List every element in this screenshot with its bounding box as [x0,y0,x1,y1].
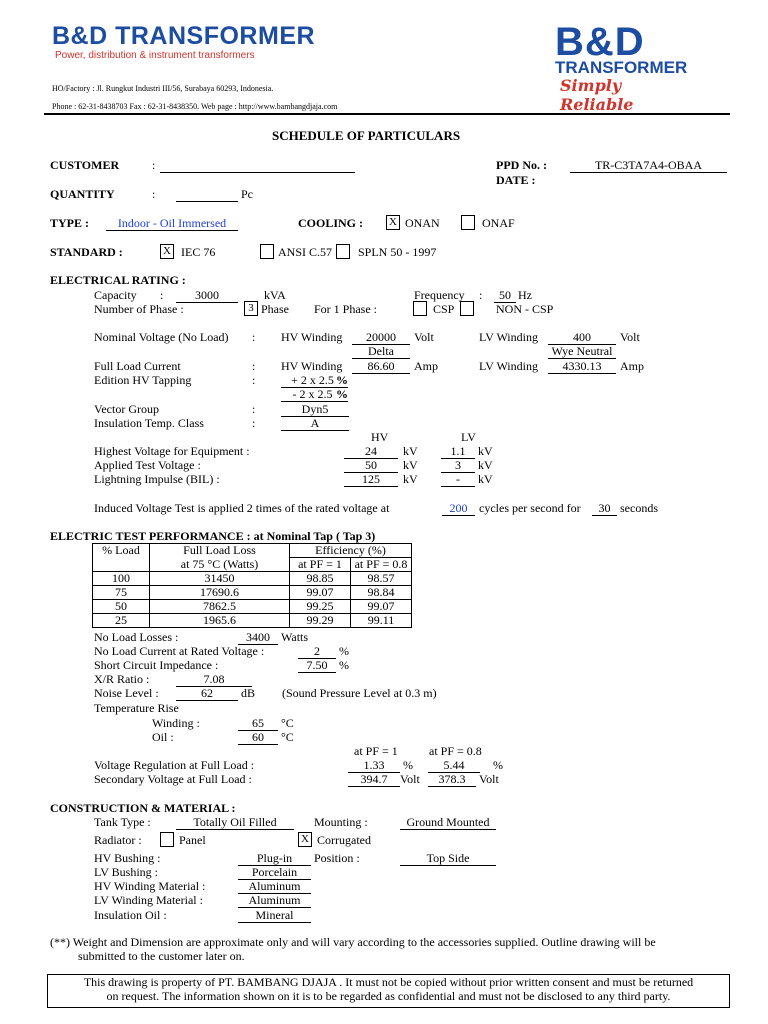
ppd-value: TR-C3TA7A4-OBAA [570,158,727,173]
non-csp-label: NON - CSP [496,302,554,316]
company-logo [550,20,700,114]
iec-checkbox: X [160,244,174,259]
col-loss: Full Load Loss [150,544,290,558]
hv-tapping-label: Edition HV Tapping [94,373,192,387]
hv-winding-label: HV Winding [281,330,343,344]
spln-label: SPLN 50 - 1997 [358,245,437,259]
pf08-heading: at PF = 0.8 [429,744,482,758]
lv-amp-unit: Amp [620,359,644,373]
colon: : [252,373,256,387]
spln-checkbox [336,244,350,259]
test-performance-table [92,543,412,628]
lv-voltage-value: 400 [548,330,616,345]
col-pf1: at PF = 1 [290,558,351,572]
csp-label: CSP [433,302,455,316]
onaf-label: ONAF [482,216,515,230]
col-efficiency: Efficiency (%) [290,544,412,558]
col-pf08: at PF = 0.8 [351,558,412,572]
ansi-label: ANSI C.57 [278,245,333,259]
lv-bushing-label: LV Bushing : [94,865,159,879]
kv-unit: kV [403,472,418,486]
cell: 75 [93,586,150,600]
cell: 99.25 [290,600,351,614]
hv-heading: HV [371,430,389,444]
cell: 7862.5 [150,600,290,614]
hv-winding-label-2: HV Winding [281,359,343,373]
voltage-regulation-pf1: 1.33 [348,758,400,773]
type-value: Indoor - Oil Immersed [106,216,238,231]
customer-label: CUSTOMER [50,158,120,172]
highest-voltage-label: Highest Voltage for Equipment : [94,444,250,458]
oil-value: 60 [238,730,278,745]
no-load-current-label: No Load Current at Rated Voltage : [94,644,265,658]
hv-voltage-value: 20000 [352,330,410,345]
insulation-class-label: Insulation Temp. Class [94,416,204,430]
frequency-label: Frequency [414,288,465,302]
onan-label: ONAN [405,216,440,230]
panel-checkbox [160,832,174,847]
frequency-colon: : [479,288,483,302]
corrugated-checkbox: X [298,832,312,847]
logo-transformer: TRANSFORMER [555,58,688,77]
panel-label: Panel [179,833,206,847]
voltage-regulation-label: Voltage Regulation at Full Load : [94,758,255,772]
customer-colon: : [152,158,156,172]
construction-heading: CONSTRUCTION & MATERIAL : [50,801,236,815]
test-heading: ELECTRIC TEST PERFORMANCE : at Nominal Tap ( Tap 3) [50,529,376,543]
confidentiality-notice [47,974,730,1008]
insulation-class-value: A [281,416,349,431]
full-load-current-label: Full Load Current [94,359,181,373]
secondary-voltage-pf1: 394.7 [348,772,400,787]
oil-label: Oil : [152,730,174,744]
noise-value: 62 [176,686,238,701]
hv-amp-unit: Amp [414,359,438,373]
cell: 1965.6 [150,614,290,628]
bil-label: Lightning Impulse (BIL) : [94,472,220,486]
impedance-value: 7.50 [298,658,336,673]
header-divider [44,113,730,115]
secondary-voltage-pf08: 378.3 [428,772,476,787]
standard-label: STANDARD : [50,245,123,259]
xr-value: 7.08 [176,672,252,687]
noise-note: (Sound Pressure Level at 0.3 m) [282,686,437,700]
cell: 99.29 [290,614,351,628]
footer-line-2: on request. The information shown on it is to be regarded as confidential and must not be disclosed to any third party. [106,989,671,1003]
lv-volt-unit: Volt [620,330,640,344]
onaf-checkbox [461,215,475,230]
nominal-voltage-label: Nominal Voltage (No Load) [94,330,229,344]
brand-logo-text: B&D TRANSFORMER [52,22,316,50]
induced-voltage-text: Induced Voltage Test is applied 2 times of the rated voltage at [94,501,390,515]
bil-hv: 125 [344,472,398,487]
table-row [93,572,412,586]
induced-cycles: 200 [442,501,475,516]
frequency-unit: Hz [518,288,532,302]
cell: 99.11 [351,614,412,628]
type-label: TYPE : [50,216,89,230]
cell: 50 [93,600,150,614]
csp-checkbox [413,301,427,316]
highest-voltage-lv: 1.1 [441,444,475,459]
volt-unit: Volt [479,772,499,786]
hv-bushing-label: HV Bushing : [94,851,161,865]
lv-material-label: LV Winding Material : [94,893,203,907]
kv-unit: kV [478,472,493,486]
col-loss-2: at 75 °C (Watts) [150,558,290,572]
secondary-voltage-label: Secondary Voltage at Full Load : [94,772,252,786]
colon: : [252,402,256,416]
table-row [93,586,412,600]
temp-rise-label: Temperature Rise [94,701,179,715]
hv-material-value: Aluminum [238,879,311,894]
brand-tagline: Power, distribution & instrument transformers [55,50,255,61]
no-load-current-value: 2 [298,644,336,659]
lv-winding-label-2: LV Winding [479,359,538,373]
phase-unit: Phase [261,302,289,316]
onan-checkbox: X [386,215,400,230]
lv-heading: LV [461,430,476,444]
customer-field [160,158,355,173]
company-address: HO/Factory : Jl. Rungkut Industri III/56, Surabaya 60293, Indonesia. [52,84,274,93]
radiator-label: Radiator : [94,833,142,847]
cell: 98.57 [351,572,412,586]
highest-voltage-hv: 24 [344,444,398,459]
percent-unit: % [339,658,349,672]
cell: 17690.6 [150,586,290,600]
watts-unit: Watts [281,630,309,644]
iec-label: IEC 76 [181,245,216,259]
tank-type-value: Totally Oil Filled [176,815,294,830]
degc-unit: °C [281,716,294,730]
capacity-label: Capacity [94,288,137,302]
no-load-losses-label: No Load Losses : [94,630,179,644]
hv-bushing-value: Plug-in [238,851,311,866]
insulation-oil-value: Mineral [238,908,311,923]
capacity-colon: : [160,288,164,302]
colon: : [252,359,256,373]
phase-label: Number of Phase : [94,302,184,316]
voltage-regulation-pf08: 5.44 [428,758,480,773]
non-csp-checkbox [460,301,474,316]
cell: 25 [93,614,150,628]
applied-test-voltage-hv: 50 [344,458,398,473]
winding-label: Winding : [152,716,200,730]
capacity-value: 3000 [176,288,238,303]
hv-volt-unit: Volt [414,330,434,344]
corrugated-label: Corrugated [317,833,371,847]
applied-test-voltage-label: Applied Test Voltage : [94,458,201,472]
cell: 31450 [150,572,290,586]
percent-unit: % [339,644,349,658]
no-load-losses-value: 3400 [238,630,278,645]
date-label: DATE : [496,173,536,187]
logo-bd: B&D [555,20,645,64]
table-row [93,614,412,628]
pf1-heading: at PF = 1 [354,744,398,758]
note-line-2: submitted to the customer later on. [78,949,245,963]
vector-group-value: Dyn5 [281,402,349,417]
hv-connection: Delta [352,344,410,359]
quantity-label: QUANTITY [50,187,115,201]
kv-unit: kV [403,444,418,458]
page-title: SCHEDULE OF PARTICULARS [272,128,461,143]
winding-value: 65 [238,716,278,731]
vector-group-label: Vector Group [94,402,159,416]
cell: 98.84 [351,586,412,600]
tap-plus-percent: % [336,373,348,387]
hv-current-value: 86.60 [352,359,410,374]
cell: 100 [93,572,150,586]
colon: : [252,330,256,344]
tap-plus: + 2 x 2.5 [281,373,344,388]
position-label: Position : [314,851,360,865]
noise-label: Noise Level : [94,686,159,700]
lv-winding-label: LV Winding [479,330,538,344]
electrical-heading: ELECTRICAL RATING : [50,273,186,287]
kv-unit: kV [478,458,493,472]
company-contact: Phone : 62-31-8438703 Fax : 62-31-8438350. Web page : http://www.bambangdjaja.com [52,102,338,111]
tank-type-label: Tank Type : [94,815,151,829]
one-phase-label: For 1 Phase : [314,302,377,316]
quantity-unit: Pc [241,187,253,201]
kv-unit: kV [478,444,493,458]
cooling-label: COOLING : [298,216,364,230]
cell: 99.07 [290,586,351,600]
cell: 98.85 [290,572,351,586]
insulation-oil-label: Insulation Oil : [94,908,167,922]
ansi-checkbox [260,244,274,259]
cell: 99.07 [351,600,412,614]
percent-unit: % [493,758,503,772]
footer-line-1: This drawing is property of PT. BAMBANG DJAJA . It must not be copied without prior written consent and must be returned [83,975,694,989]
col-load: % Load [93,544,150,572]
xr-label: X/R Ratio : [94,672,150,686]
colon: : [252,416,256,430]
induced-seconds: 30 [592,501,617,516]
lv-material-value: Aluminum [238,893,311,908]
percent-unit: % [403,758,413,772]
mounting-label: Mounting : [314,815,368,829]
volt-unit: Volt [400,772,420,786]
bil-lv: - [441,472,475,487]
note-line-1: (**) Weight and Dimension are approximate only and will vary according to the accessories supplied. Outline drawing will be [50,935,656,949]
hv-material-label: HV Winding Material : [94,879,206,893]
degc-unit: °C [281,730,294,744]
kv-unit: kV [403,458,418,472]
position-value: Top Side [400,851,496,866]
quantity-colon: : [152,187,156,201]
db-unit: dB [241,686,256,700]
impedance-label: Short Circuit Impedance : [94,658,219,672]
tap-minus-percent: % [336,387,348,401]
seconds-text: seconds [620,501,658,515]
cycles-text: cycles per second for [479,501,581,515]
applied-test-voltage-lv: 3 [441,458,475,473]
capacity-unit: kVA [264,288,286,302]
ppd-label: PPD No. : [496,158,547,172]
mounting-value: Ground Mounted [400,815,496,830]
lv-current-value: 4330.13 [548,359,616,374]
logo-slogan: Simply Reliable [560,76,634,114]
tap-minus: - 2 x 2.5 [281,387,344,402]
table-row [93,600,412,614]
quantity-field [176,187,238,202]
lv-bushing-value: Porcelain [238,865,311,880]
lv-connection: Wye Neutral [548,344,616,359]
frequency-value: 50 [494,288,516,303]
phase-box: 3 [244,301,258,316]
